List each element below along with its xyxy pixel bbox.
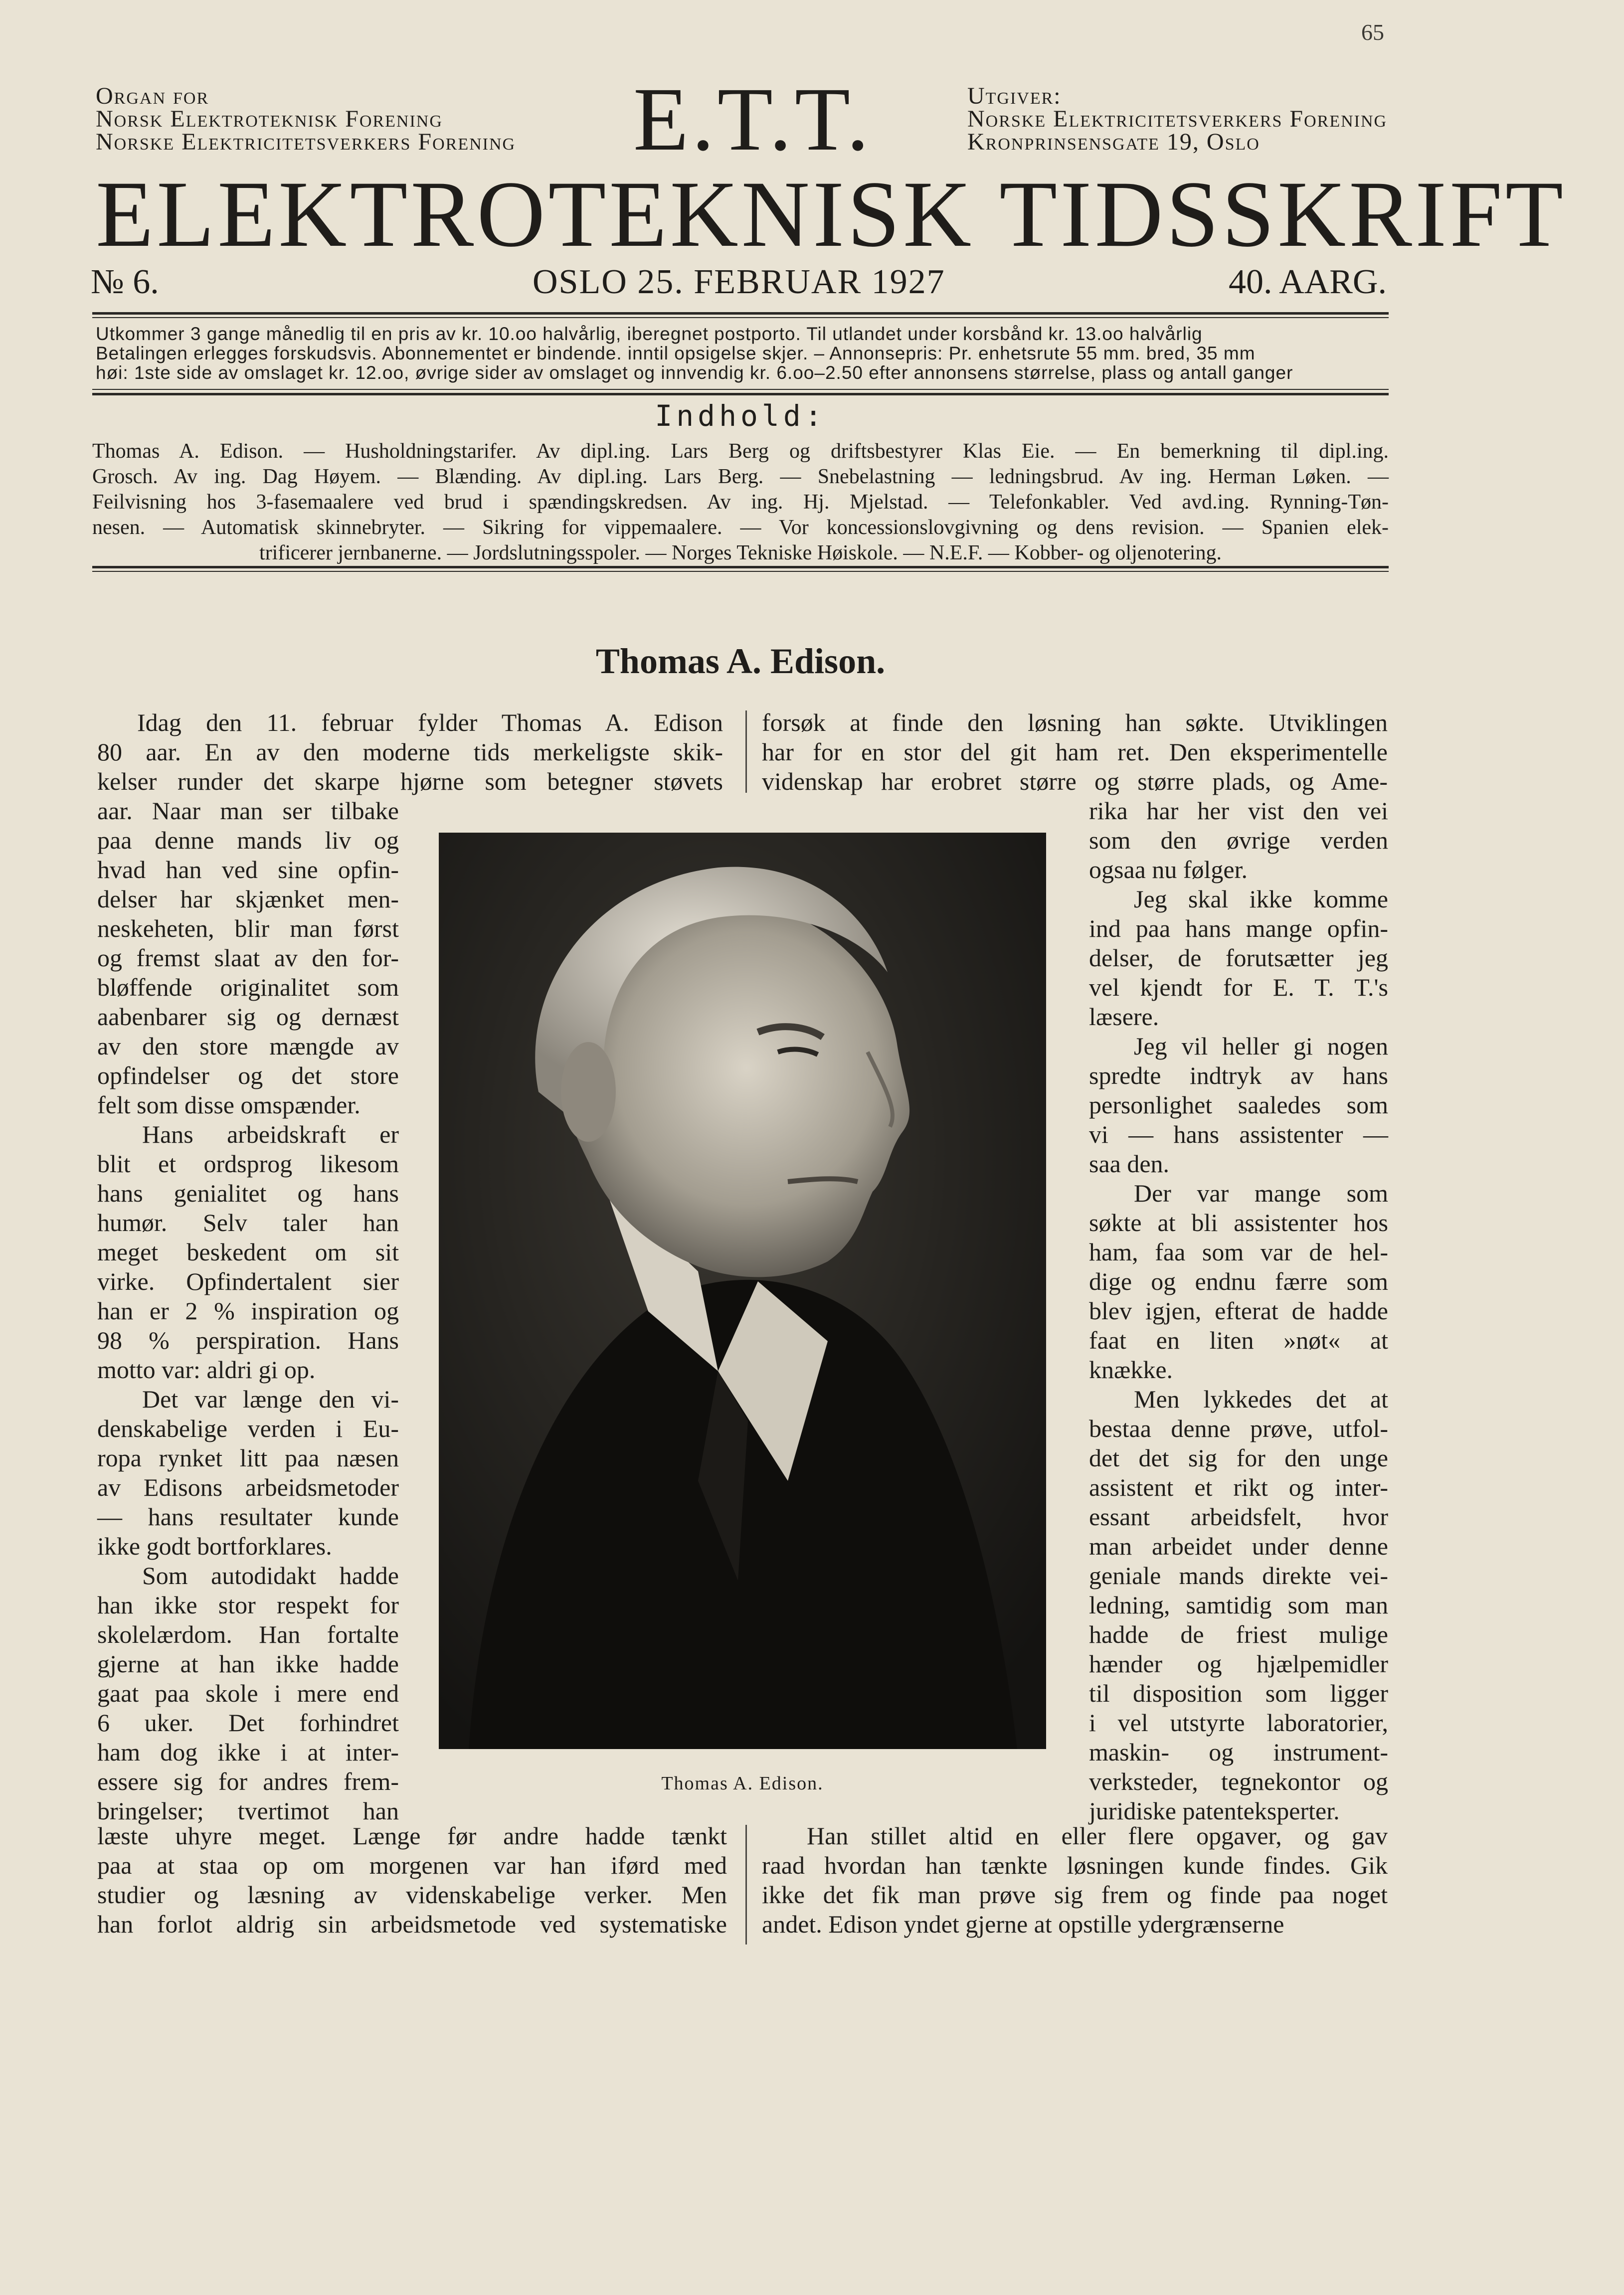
text-line: forsøk at finde den løsning han søkte. Utviklingen bbox=[762, 708, 1388, 736]
text-line: rika har her vist den vei bbox=[1089, 797, 1388, 825]
text-line: delser har skjænket men- bbox=[97, 885, 399, 913]
text-line: vi — hans assistenter — bbox=[1089, 1120, 1388, 1148]
publisher-line: Kronprinsensgate 19, Oslo bbox=[967, 129, 1260, 155]
text-line: spredte indtryk av hans bbox=[1089, 1061, 1388, 1089]
text-line: saa den. bbox=[1089, 1150, 1170, 1178]
contents-line: Thomas A. Edison. — Husholdningstarifer. Av dipl.ing. Lars Berg og driftsbestyrer Klas Eie. — En bemerkning til dipl.ing. bbox=[92, 440, 1389, 463]
text-line: personlighet saaledes som bbox=[1089, 1091, 1388, 1119]
text-line: hænder og hjælpemidler bbox=[1089, 1650, 1388, 1678]
text-line: og fremst slaat av den for- bbox=[97, 944, 399, 972]
text-line: ikke det fik man prøve sig frem og finde paa noget bbox=[762, 1881, 1388, 1909]
text-line: har for en stor del git ham ret. Den eksperimentelle bbox=[762, 738, 1388, 766]
issue-number: № 6. bbox=[91, 263, 159, 301]
text-line: hans genialitet og hans bbox=[97, 1179, 399, 1207]
organ-line: Norske Elektricitetsverkers Forening bbox=[96, 129, 516, 155]
text-line: maskin- og instrument- bbox=[1089, 1738, 1388, 1766]
text-line: Jeg skal ikke komme bbox=[1134, 885, 1388, 913]
text-line: hadde de friest mulige bbox=[1089, 1620, 1388, 1648]
text-line: ind paa hans mange opfin- bbox=[1089, 914, 1388, 942]
masthead-title: ELEKTROTEKNISK TIDSSKRIFT bbox=[96, 162, 1566, 267]
text-line: bringelser; tvertimot han bbox=[97, 1797, 399, 1825]
contents-line: Feilvisning hos 3-fasemaalere ved brud i spændingskredsen. Av ing. Hj. Mjelstad. — Telefonkabler. Ved avd.ing. Rynning-Tøn- bbox=[92, 491, 1389, 514]
article-top-left bbox=[97, 708, 723, 796]
organ-block bbox=[96, 85, 516, 154]
text-line: Hans arbeidskraft er bbox=[142, 1120, 399, 1148]
text-line: ikke godt bortforklares. bbox=[97, 1532, 332, 1560]
text-line: 6 uker. Det forhindret bbox=[97, 1709, 399, 1737]
text-line: han forlot aldrig sin arbeidsmetode ved systematiske bbox=[97, 1910, 727, 1938]
contents-line: trificerer jernbanerne. — Jordslutningsspoler. — Norges Tekniske Høiskole. — N.E.F. — Kobber- og oljenotering. bbox=[259, 541, 1222, 564]
text-line: videnskap har erobret større og større plads, og Ame- bbox=[762, 767, 1388, 795]
text-line: av den store mængde av bbox=[97, 1032, 399, 1060]
text-line: studier og læsning av videnskabelige verker. Men bbox=[97, 1881, 727, 1909]
text-line: faat en liten »nøt« at bbox=[1089, 1326, 1388, 1354]
text-line: man arbeidet under denne bbox=[1089, 1532, 1388, 1560]
header-rule bbox=[92, 312, 1389, 315]
text-line: juridiske patenteksperter. bbox=[1089, 1797, 1340, 1825]
text-line: 98 % perspiration. Hans bbox=[97, 1326, 399, 1354]
text-line: Jeg vil heller gi nogen bbox=[1134, 1032, 1388, 1060]
text-line: hvad han ved sine opfin- bbox=[97, 856, 399, 883]
contents-line: Grosch. Av ing. Dag Høyem. — Blænding. Av dipl.ing. Lars Berg. — Snebelastning — ledningsbrud. Av ing. Herman Løken. — bbox=[92, 465, 1389, 488]
subscription-line: Betalingen erlegges forskudsvis. Abonnementet er bindende. inntil opsigelse skjer. – Annonsepris: Pr. enhetsrute 55 mm. bred, 35 mm bbox=[96, 343, 1256, 363]
text-line: denskabelige verden i Eu- bbox=[97, 1414, 399, 1442]
text-line: felt som disse omspænder. bbox=[97, 1091, 361, 1119]
text-line: virke. Opfindertalent sier bbox=[97, 1267, 399, 1295]
text-line: 80 aar. En av den moderne tids merkeligste skik- bbox=[97, 738, 723, 766]
text-line: blit et ordsprog likesom bbox=[97, 1150, 399, 1178]
text-line: opfindelser og det store bbox=[97, 1061, 399, 1089]
text-line: ogsaa nu følger. bbox=[1089, 856, 1248, 883]
text-line: Men lykkedes det at bbox=[1134, 1385, 1388, 1413]
text-line: knække. bbox=[1089, 1356, 1173, 1384]
text-line: han ikke stor respekt for bbox=[97, 1591, 399, 1619]
contents-line: nesen. — Automatisk skinnebryter. — Sikring for vippemaalere. — Vor koncessionslovgivning og dens revision. — Spanien elek- bbox=[92, 516, 1389, 539]
text-line: humør. Selv taler han bbox=[97, 1209, 399, 1236]
text-line: neskeheten, blir man først bbox=[97, 914, 399, 942]
subscription-rule bbox=[92, 393, 1389, 395]
text-line: Som autodidakt hadde bbox=[142, 1562, 399, 1589]
text-line: i vel utstyrte laboratorier, bbox=[1089, 1709, 1388, 1737]
article-bottom-right bbox=[762, 1821, 1388, 1939]
organ-line: Organ for bbox=[96, 83, 209, 109]
text-line: bestaa denne prøve, utfol- bbox=[1089, 1414, 1388, 1442]
text-line: delser, de forutsætter jeg bbox=[1089, 944, 1388, 972]
text-line: gaat paa skole i mere end bbox=[97, 1679, 399, 1707]
publisher-line: Utgiver: bbox=[967, 83, 1062, 109]
text-line: som den øvrige verden bbox=[1089, 826, 1388, 854]
text-line: bløffende originalitet som bbox=[97, 973, 399, 1001]
text-line: læste uhyre meget. Længe før andre hadde tænkt bbox=[97, 1822, 727, 1850]
text-line: ropa rynket litt paa næsen bbox=[97, 1444, 399, 1472]
text-line: av Edisons arbeidsmetoder bbox=[97, 1473, 399, 1501]
text-line: søkte at bli assistenter hos bbox=[1089, 1209, 1388, 1236]
article-left-column bbox=[97, 796, 399, 1826]
article-bottom-left bbox=[97, 1821, 727, 1939]
organ-line: Norsk Elektroteknisk Forening bbox=[96, 106, 443, 132]
text-line: paa denne mands liv og bbox=[97, 826, 399, 854]
publisher-line: Norske Elektricitetsverkers Forening bbox=[967, 106, 1388, 132]
contents-rule-thin bbox=[92, 571, 1389, 572]
text-line: raad hvordan han tænkte løsningen kunde findes. Gik bbox=[762, 1851, 1388, 1879]
text-line: det det sig for den unge bbox=[1089, 1444, 1388, 1472]
subscription-line: Utkommer 3 gange månedlig til en pris av kr. 10.oo halvårlig, iberegnet postporto. Til utlandet under korsbånd kr. 13.oo halvårlig bbox=[96, 324, 1203, 344]
contents-title: Indhold: bbox=[655, 399, 826, 433]
journal-abbreviation: E.T.T. bbox=[633, 69, 873, 170]
text-line: kelser runder det skarpe hjørne som betegner støvets bbox=[97, 767, 723, 795]
volume-label: 40. AARG. bbox=[1229, 263, 1387, 301]
header-rule-thin bbox=[92, 317, 1389, 318]
text-line: — hans resultater kunde bbox=[97, 1503, 399, 1531]
article-top-right bbox=[762, 708, 1388, 796]
text-line: verksteder, tegnekontor og bbox=[1089, 1767, 1388, 1795]
text-line: assistent et rikt og inter- bbox=[1089, 1473, 1388, 1501]
subscription-notice bbox=[96, 324, 1387, 382]
text-line: essant arbeidsfelt, hvor bbox=[1089, 1503, 1388, 1531]
photo-caption: Thomas A. Edison. bbox=[661, 1773, 824, 1794]
text-line: ham dog ikke i at inter- bbox=[97, 1738, 399, 1766]
text-line: Han stillet altid en eller flere opgaver, og gav bbox=[807, 1822, 1388, 1850]
subscription-line: høi: 1ste side av omslaget kr. 12.oo, øvrige sider av omslaget og innvendig kr. 6.oo–2.50 efter annonsens størrelse, plass og antall ganger bbox=[96, 362, 1293, 383]
text-line: Der var mange som bbox=[1134, 1179, 1388, 1207]
text-line: aabenbarer sig og dernæst bbox=[97, 1003, 399, 1031]
text-line: ledning, samtidig som man bbox=[1089, 1591, 1388, 1619]
text-line: geniale mands direkte vei- bbox=[1089, 1562, 1388, 1589]
text-line: han er 2 % inspiration og bbox=[97, 1297, 399, 1325]
text-line: motto var: aldri gi op. bbox=[97, 1356, 316, 1384]
text-line: vel kjendt for E. T. T.'s bbox=[1089, 973, 1388, 1001]
column-divider bbox=[745, 710, 747, 793]
text-line: blev igjen, efterat de hadde bbox=[1089, 1297, 1388, 1325]
text-line: Det var længe den vi- bbox=[142, 1385, 399, 1413]
text-line: paa at staa op om morgenen var han iførd med bbox=[97, 1851, 727, 1879]
text-line: meget beskedent om sit bbox=[97, 1238, 399, 1266]
text-line: til disposition som ligger bbox=[1089, 1679, 1388, 1707]
text-line: essere sig for andres frem- bbox=[97, 1767, 399, 1795]
contents-list bbox=[92, 439, 1389, 566]
article-title: Thomas A. Edison. bbox=[595, 641, 886, 681]
article-right-column bbox=[1089, 796, 1388, 1826]
text-line: aar. Naar man ser tilbake bbox=[97, 797, 399, 825]
text-line: andet. Edison yndet gjerne at opstille ydergrænserne bbox=[762, 1910, 1284, 1938]
text-line: skolelærdom. Han fortalte bbox=[97, 1620, 399, 1648]
text-line: Idag den 11. februar fylder Thomas A. Edison bbox=[137, 708, 723, 736]
column-divider bbox=[745, 1825, 747, 1944]
page-number: 65 bbox=[1361, 19, 1384, 45]
contents-rule bbox=[92, 566, 1389, 568]
text-line: ham, faa som var de hel- bbox=[1089, 1238, 1388, 1266]
text-line: læsere. bbox=[1089, 1003, 1159, 1031]
publisher-block bbox=[967, 85, 1387, 154]
subscription-rule-thin bbox=[92, 389, 1389, 390]
text-line: dige og endnu færre som bbox=[1089, 1267, 1388, 1295]
text-line: gjerne at han ikke hadde bbox=[97, 1650, 399, 1678]
edison-portrait-photo bbox=[439, 833, 1046, 1749]
issue-date: OSLO 25. FEBRUAR 1927 bbox=[533, 263, 945, 301]
